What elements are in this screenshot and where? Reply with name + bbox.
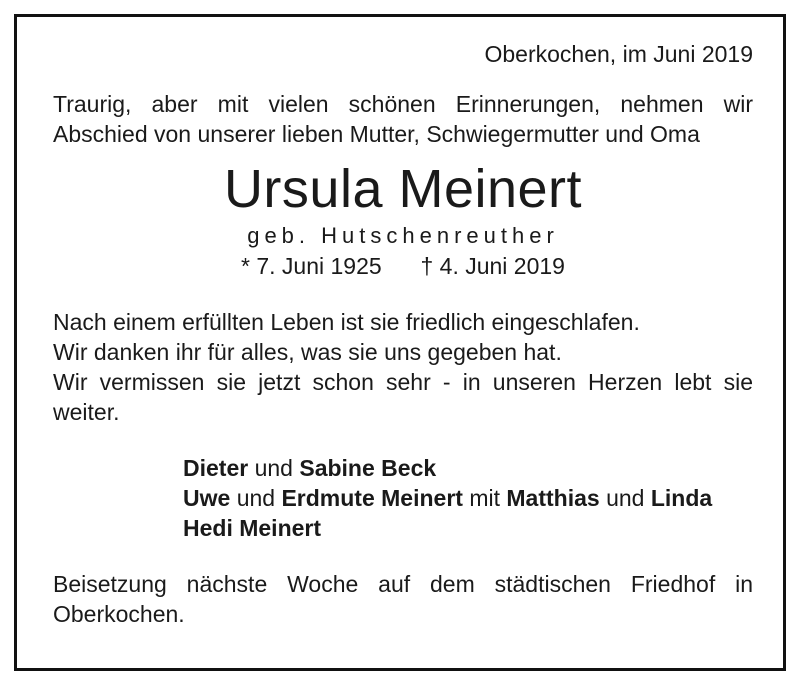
mourner-name: Hedi Meinert xyxy=(183,515,322,541)
connector-text: mit xyxy=(469,485,500,511)
mourner-name: Linda xyxy=(650,485,713,511)
deceased-name: Ursula Meinert xyxy=(223,159,583,219)
obituary-frame xyxy=(14,14,786,671)
connector-text: und xyxy=(236,485,276,511)
mourner-row-2 xyxy=(183,483,753,513)
obituary-text xyxy=(53,307,753,427)
mourner-name: Dieter xyxy=(183,455,249,481)
mourner-row-3 xyxy=(183,513,753,543)
burial-line-1: Beisetzung nächste Woche auf dem städtischen Friedhof in xyxy=(53,571,753,597)
place-date: Oberkochen, im Juni 2019 xyxy=(484,41,753,67)
text-line-3: Wir vermissen sie jetzt schon sehr - in unseren Herzen lebt sie xyxy=(53,369,753,395)
death-cross-icon: † xyxy=(420,253,434,279)
burial-line-2: Oberkochen. xyxy=(53,601,185,627)
connector-text: und xyxy=(606,485,645,511)
birth-name: geb. Hutschenreuther xyxy=(247,223,559,248)
life-dates xyxy=(53,251,753,281)
birth-symbol: * xyxy=(241,253,250,279)
obituary-content xyxy=(53,39,753,629)
mourner-name: Sabine Beck xyxy=(299,455,437,481)
mourner-name: Matthias xyxy=(506,485,600,511)
burial-notice xyxy=(53,569,753,629)
mourner-name: Erdmute Meinert xyxy=(281,485,463,511)
mourner-name: Uwe xyxy=(183,485,231,511)
intro-text xyxy=(53,89,753,149)
text-line-4: weiter. xyxy=(53,399,120,425)
connector-text: und xyxy=(254,455,293,481)
death-date: 4. Juni 2019 xyxy=(439,253,565,279)
text-line-2: Wir danken ihr für alles, was sie uns gegeben hat. xyxy=(53,339,562,365)
birth-date: 7. Juni 1925 xyxy=(256,253,382,279)
intro-line-2: Abschied von unserer lieben Mutter, Schwiegermutter und Oma xyxy=(53,121,700,147)
text-line-1: Nach einem erfüllten Leben ist sie friedlich eingeschlafen. xyxy=(53,309,640,335)
intro-line-1: Traurig, aber mit vielen schönen Erinnerungen, nehmen wir xyxy=(53,91,753,117)
mourners-list xyxy=(183,453,753,543)
mourner-row-1 xyxy=(183,453,753,483)
